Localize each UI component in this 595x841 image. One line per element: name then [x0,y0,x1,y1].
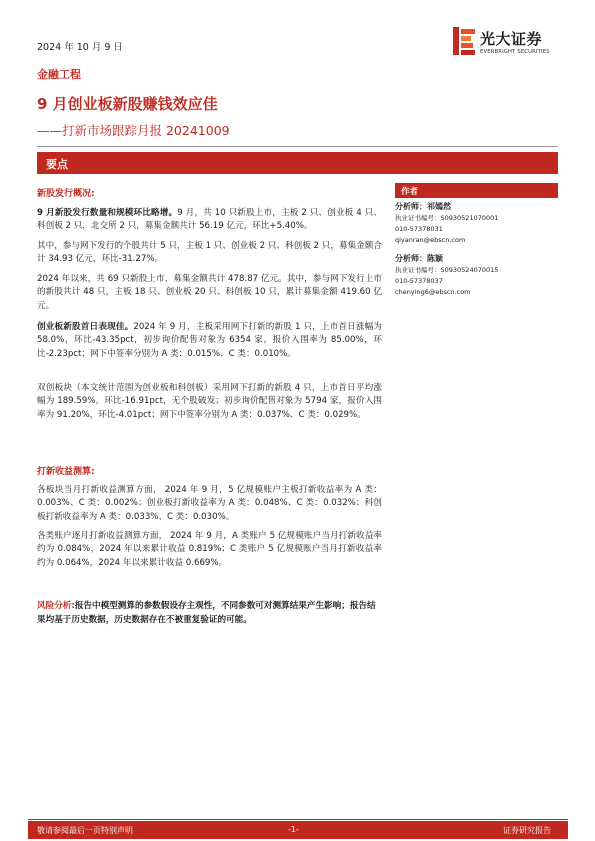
logo-text-en: EVERBRIGHT SECURITIES [480,49,550,55]
analyst-cert: 执业证书编号：S0930521070001 [395,214,499,222]
analyst-phone: 010-57378037 [395,277,443,285]
highlights-label: 要点 [46,158,68,171]
paragraph-issuance-1 [37,207,382,234]
paragraph-issuance-2: 其中，参与网下发行的个股共计 5 只，主板 1 只、创业板 2 只、科创板 2 只，募集金额合计 34.93 亿元，环比-31.27%。 [37,241,382,265]
report-category: 金融工程 [37,68,81,81]
footer-divider [28,819,568,820]
page-number: -1- [288,825,299,834]
risk-text: 报告中模型测算的参数假设存主观性，不同参数可对测算结果产生影响；报告结果均基于历史数据，历史数据存在不被重复验证的可能。 [37,601,376,625]
paragraph-body: 2024 年 9 月，主板采用网下打新的新股 1 只，上市首日涨幅为 58.0%，环比-43.35pct，初步询价配售对象为 6354 家，报价入围率为 85.00%，环比-2.23pct；网下中签率分别为 A 类：0.015%、C 类：0.010%。 [37,322,382,359]
analyst-email[interactable]: chenying6@ebscn.com [395,288,471,296]
logo-text-cn: 光大证券 [480,30,543,48]
everbright-logo-icon [453,27,475,55]
analyst-email[interactable]: qiyanran@ebscn.com [395,236,466,244]
section-heading-issuance: 新股发行概况: [37,189,95,199]
highlights-banner [37,152,558,174]
analyst-name: 分析师：祁嫣然 [395,202,451,211]
brand-logo [453,27,563,63]
analyst-name: 分析师：陈颖 [395,254,443,263]
paragraph-returns-2: 各类账户逐月打新收益测算方面， 2024 年 9 月，A 类账户 5 亿规模账户当月打新收益率约为 0.084%，2024 年以来累计收益 0.819%；C 类账户 5 亿规模账户当月打新收益率约为 0.064%，2024 年以来累计收益 0.669%。 [37,531,382,568]
paragraph-lead: 9 月新股发行数量和规模环比略增。 [37,208,178,218]
author-title: 作者 [401,187,419,197]
footer-report-type: 证券研究报告 [503,826,551,835]
paragraph-issuance-4 [37,321,382,361]
analyst-cert: 执业证书编号：S0930524070015 [395,266,499,274]
paragraph-body: 9 月，共 10 只新股上市，主板 2 只、创业板 4 只、科创板 2 只，北交所 2 只，募集金额共计 56.19 亿元，环比+5.40%。 [37,208,382,232]
analyst-phone: 010-57378031 [395,225,443,233]
paragraph-issuance-5: 双创板块（本文统计范围为创业板和科创板）采用网下打新的新股 4 只，上市首日平均涨幅为 189.59%，环比-16.91pct，无个股破发；初步询价配售对象为 5794 家，报价入围率为 91.20%，环比-4.01pct；网下中签率分别为 A 类：0.037%、C 类：0.029%。 [37,383,382,420]
paragraph-lead: 创业板新股首日表现佳。 [37,322,134,332]
report-date: 2024 年 10 月 9 日 [37,42,123,53]
analyst-card [395,201,558,246]
report-subtitle: ——打新市场跟踪月报 20241009 [37,123,230,138]
analyst-card [395,253,558,298]
risk-label: 风险分析: [37,601,75,611]
header-divider [37,146,558,147]
report-title: 9 月创业板新股赚钱效应佳 [37,95,218,113]
section-heading-returns: 打新收益测算: [37,467,95,477]
author-banner [395,183,558,198]
footer-disclaimer-note: 敬请参阅最后一页特别声明 [37,826,133,835]
paragraph-returns-1: 各板块当月打新收益测算方面， 2024 年 9 月，5 亿规模账户主板打新收益率为 A 类：0.003%、C 类：0.002%；创业板打新收益率为 A 类：0.048%、C 类：0.032%；科创板打新收益率为 A 类：0.033%、C 类：0.030%。 [37,485,382,522]
paragraph-issuance-3: 2024 年以来，共 69 只新股上市，募集金额共计 478.87 亿元。其中，参与网下发行上市的新股共计 48 只，主板 18 只、创业板 20 只、科创板 10 只，累计募集金额 419.60 亿元。 [37,274,382,311]
risk-analysis [37,599,382,627]
